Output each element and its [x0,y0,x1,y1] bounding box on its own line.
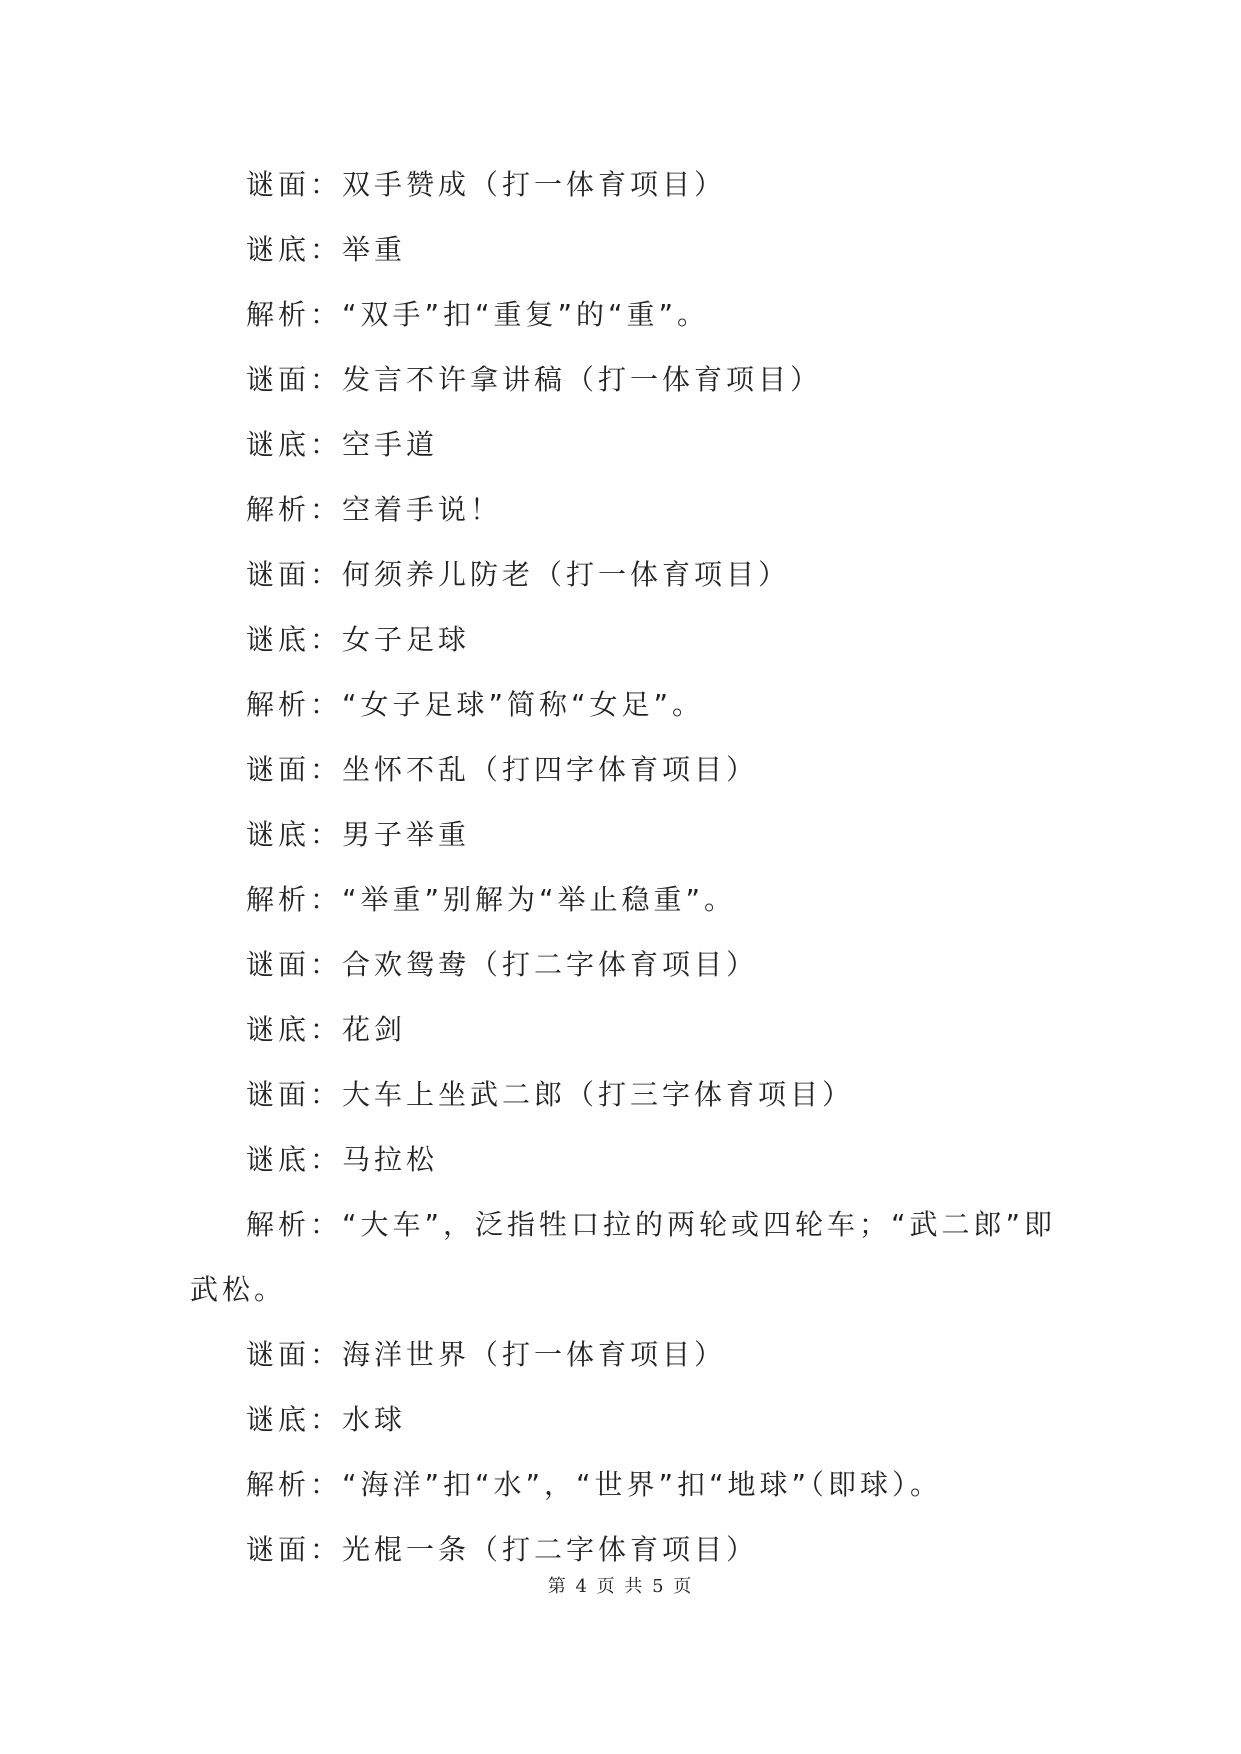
riddle-line: 谜面：何须养儿防老（打一体育项目） [246,558,791,591]
riddle-line: 谜面：光棍一条（打二字体育项目） [246,1533,759,1566]
riddle-line: 谜面：坐怀不乱（打四字体育项目） [246,753,759,786]
explanation-paragraph: 解析：“大车”，泛指牲口拉的两轮或四轮车；“武二郎”即武松。 [190,1208,1057,1306]
answer-line: 谜底：男子举重 [246,818,471,851]
answer-line: 谜底：水球 [246,1403,407,1436]
answer-line: 谜底：女子足球 [246,623,471,656]
riddle-line: 谜面：海洋世界（打一体育项目） [246,1338,727,1371]
answer-line: 谜底：花剑 [246,1013,407,1046]
answer-line: 谜底：空手道 [246,428,439,461]
page-number-footer: 第 4 页 共 5 页 [547,1576,694,1597]
riddle-line: 谜面：双手赞成（打一体育项目） [246,168,727,201]
answer-line: 谜底：马拉松 [246,1143,439,1176]
riddle-line: 谜面：合欢鸳鸯（打二字体育项目） [246,948,759,981]
riddle-line: 谜面：大车上坐武二郎（打三字体育项目） [246,1078,855,1111]
explanation-line: 解析：“举重”别解为“举止稳重”。 [246,883,737,916]
riddle-line: 谜面：发言不许拿讲稿（打一体育项目） [246,363,823,396]
explanation-line: 解析：“海洋”扣“水”，“世界”扣“地球”（即球）。 [246,1468,943,1501]
explanation-line: 解析：“女子足球”简称“女足”。 [246,688,705,721]
document-body [190,152,1062,1582]
explanation-line: 解析：空着手说！ [246,493,503,526]
answer-line: 谜底：举重 [246,233,407,266]
explanation-line: 解析：“双手”扣“重复”的“重”。 [246,298,710,331]
